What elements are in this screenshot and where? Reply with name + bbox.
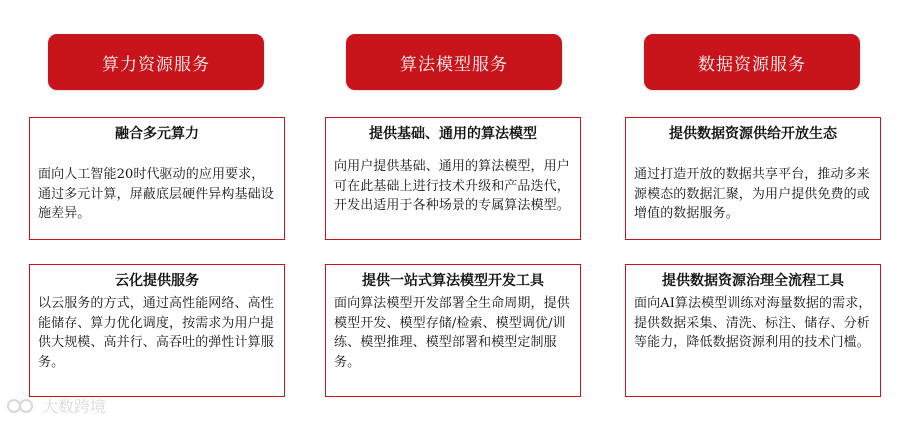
card-cloud-service	[29, 264, 285, 397]
card-title: 云化提供服务	[115, 273, 199, 289]
card-data-governance	[625, 264, 881, 397]
card-body: 面向AI算法模型训练对海量数据的需求，提供数据采集、清洗、标注、储存、分析等能力，降低数据资源利用的技术门槛。	[634, 296, 872, 350]
card-multi-compute	[29, 117, 285, 240]
card-body: 面向算法模型开发部署全生命周期，提供模型开发、模型存储/检索、模型调优/训练、模型推理、模型部署和模型定制服务。	[334, 296, 570, 370]
card-title: 提供数据资源治理全流程工具	[662, 273, 844, 289]
card-body: 以云服务的方式，通过高性能网络、高性能储存、算力优化调度，按需求为用户提供大规模、高并行、高吞吐的弹性计算服务。	[38, 296, 274, 370]
card-title: 提供数据资源供给开放生态	[669, 126, 837, 142]
card-body: 面向人工智能20时代驱动的应用要求，通过多元计算，屏蔽底层硬件异构基础设施差异。	[38, 167, 274, 221]
card-title: 融合多元算力	[115, 126, 199, 142]
watermark-logo-icon	[6, 396, 36, 416]
card-title: 提供基础、通用的算法模型	[369, 126, 537, 142]
card-base-models	[325, 117, 581, 240]
card-body: 通过打造开放的数据共享平台，推动多来源模态的数据汇聚，为用户提供免费的或增值的数据服务。	[634, 167, 870, 221]
header-algorithm-services: 算法模型服务	[346, 34, 562, 90]
header-compute-services: 算力资源服务	[48, 34, 264, 90]
card-data-ecosystem	[625, 117, 881, 240]
card-title: 提供一站式算法模型开发工具	[362, 273, 544, 289]
header-data-services: 数据资源服务	[644, 34, 860, 90]
watermark	[6, 394, 106, 417]
card-dev-tools	[325, 264, 581, 397]
card-body: 向用户提供基础、通用的算法模型，用户可在此基础上进行技术升级和产品迭代，开发出适用于各种场景的专属算法模型。	[334, 159, 570, 213]
watermark-text: 大数跨境	[42, 397, 107, 416]
